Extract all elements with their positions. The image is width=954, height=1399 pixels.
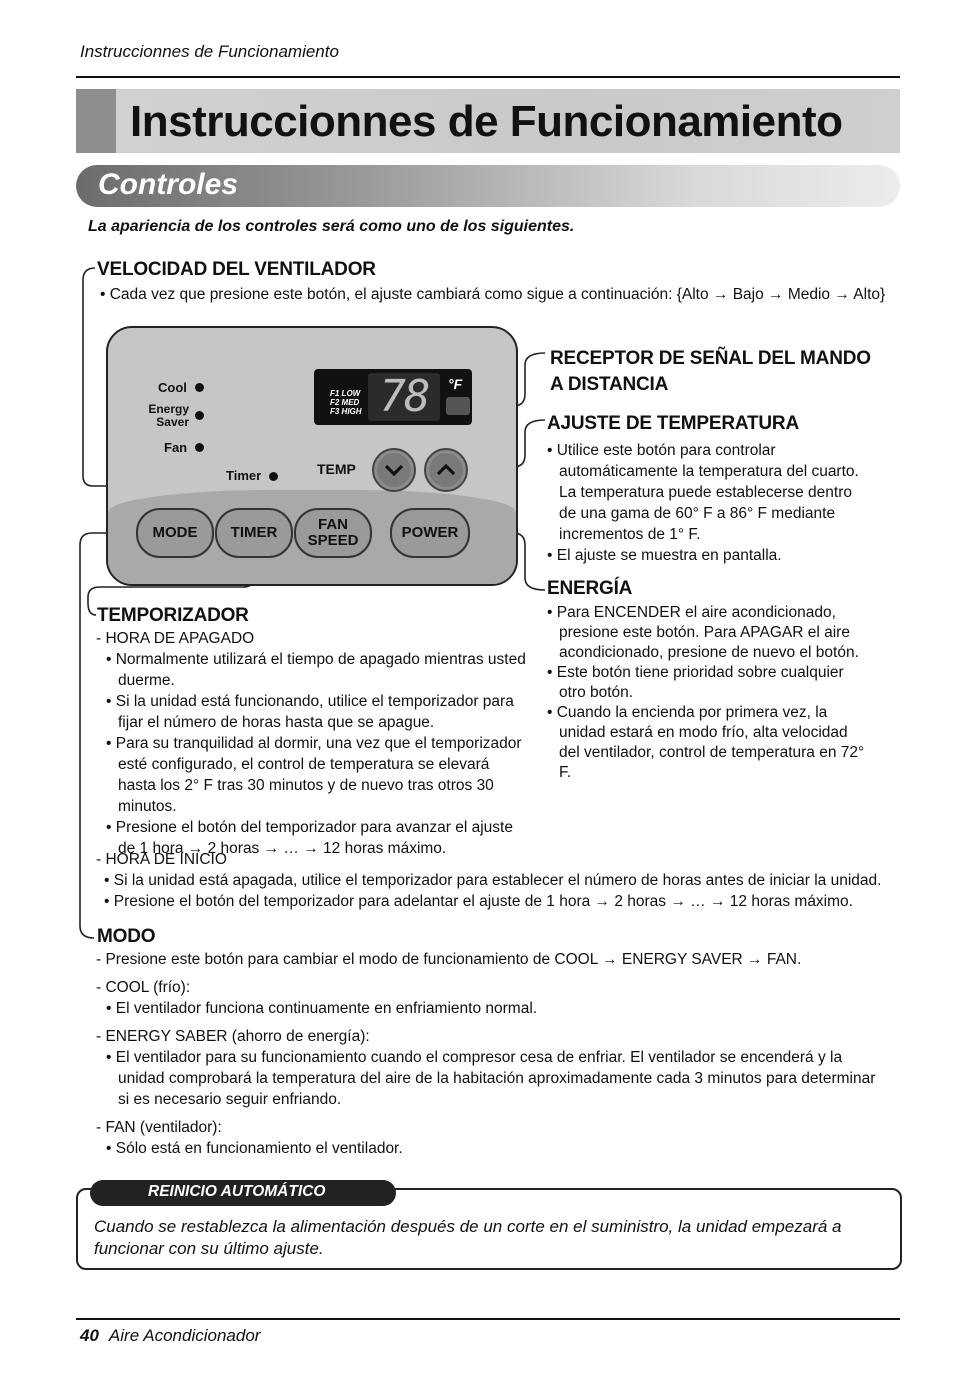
mode-cool-bullet: • El ventilador funciona continuamente en enfriamiento normal. — [106, 1000, 538, 1017]
fan-button-line1: FAN — [318, 516, 348, 533]
fan-speed-legend — [330, 389, 362, 416]
timer-off-bullet: • Normalmente utilizará el tiempo de apagado mientras usted duerme. — [106, 651, 526, 689]
mode-button[interactable]: MODE — [136, 508, 214, 558]
energy-label-line2: Saver — [156, 415, 189, 429]
receiver-heading-line2: A DISTANCIA — [550, 374, 669, 395]
energy-saver-indicator — [195, 411, 204, 420]
fan-label: Fan — [164, 440, 188, 455]
unit-label: °F — [448, 376, 463, 392]
fan-indicator — [195, 443, 204, 452]
mode-text — [96, 949, 916, 1159]
temp-adjust-text — [547, 440, 867, 566]
power-button[interactable]: POWER — [390, 508, 470, 558]
remote-sensor — [446, 397, 470, 415]
auto-restart-label-text: REINICIO AUTOMÁTICO — [148, 1183, 326, 1200]
fan-button-line2: SPEED — [307, 532, 359, 549]
timer-off-bullet: • Presione el botón del temporizador para avanzar el ajuste de 1 hora → 2 horas → … → 12 horas máximo. — [106, 819, 513, 857]
mode-line: - Presione este botón para cambiar el modo de funcionamiento de COOL → ENERGY SAVER → FAN. — [96, 951, 802, 968]
timer-button[interactable]: TIMER — [215, 508, 293, 558]
section-title: Controles — [98, 168, 239, 201]
page-number: 40 — [80, 1326, 99, 1345]
receiver-heading — [550, 346, 871, 398]
footer — [80, 1326, 260, 1346]
running-header: Instruccionnes de Funcionamiento — [80, 42, 339, 61]
timer-off-text — [96, 628, 528, 859]
receiver-heading-line1: RECEPTOR DE SEÑAL DEL MANDO — [550, 348, 871, 369]
timer-indicator — [269, 472, 278, 481]
temperature-display: 78 — [368, 373, 440, 421]
timer-label: Timer — [226, 468, 262, 483]
mode-saver-label: - ENERGY SABER (ahorro de energía): — [96, 1028, 370, 1045]
cool-indicator — [195, 383, 204, 392]
mode-fan-label: - FAN (ventilador): — [96, 1119, 222, 1136]
fan-speed-heading: VELOCIDAD DEL VENTILADOR — [97, 259, 376, 280]
timer-on-label: - HORA DE INICIO — [96, 851, 227, 868]
energy-heading: ENERGÍA — [547, 578, 633, 599]
energy-bullet: • Este botón tiene prioridad sobre cualquier otro botón. — [547, 664, 844, 701]
mode-saver-bullet: • El ventilador para su funcionamiento cuando el compresor cesa de enfriar. El ventilador se encenderá y la unidad comprobará la temperatura del aire de la habitación aproximadamente cada 3 minutos para determinar si es necesario seguir enfriando. — [106, 1049, 876, 1108]
temp-down-button[interactable] — [372, 448, 416, 492]
energy-bullet: • Para ENCENDER el aire acondicionado, presione este botón. Para APAGAR el aire acondicionado, presione de nuevo el botón. — [547, 604, 859, 661]
temp-up-button[interactable] — [424, 448, 468, 492]
timer-off-label: - HORA DE APAGADO — [96, 630, 255, 647]
energy-text — [547, 603, 865, 783]
fan-speed-text: • Cada vez que presione este botón, el ajuste cambiará como sigue a continuación: {Alto → Bajo → Medio → Alto} — [100, 286, 886, 303]
intro-text: La apariencia de los controles será como uno de los siguientes. — [88, 218, 575, 235]
chevron-down-icon — [374, 450, 414, 490]
temp-adjust-bullet: • Utilice este botón para controlar automáticamente la temperatura del cuarto. La temperatura puede establecerse dentro de una gama de 60° F a 86° F mediante incrementos de 1° F. — [547, 442, 859, 543]
temp-adjust-heading: AJUSTE DE TEMPERATURA — [547, 413, 799, 434]
timer-on-text — [96, 849, 916, 912]
timer-on-bullet: • Presione el botón del temporizador para adelantar el ajuste de 1 hora → 2 horas → … → 12 horas máximo. — [104, 893, 853, 910]
mode-cool-label: - COOL (frío): — [96, 979, 191, 996]
footer-rule — [76, 1318, 900, 1320]
timer-off-bullet: • Si la unidad está funcionando, utilice el temporizador para fijar el número de horas hasta que se apague. — [106, 693, 514, 731]
auto-restart-label — [90, 1180, 396, 1206]
page-title: Instruccionnes de Funcionamiento — [130, 97, 843, 146]
energy-saver-label — [147, 403, 189, 429]
f3-label: F3 HIGH — [330, 407, 362, 416]
chevron-up-icon — [426, 450, 466, 490]
fan-speed-button[interactable] — [294, 508, 372, 558]
auto-restart-text: Cuando se restablezca la alimentación después de un corte en el suministro, la unidad empezará a funcionar con su último ajuste. — [94, 1217, 842, 1258]
mode-fan-bullet: • Sólo está en funcionamiento el ventilador. — [106, 1140, 403, 1157]
footer-label: Aire Acondicionador — [108, 1326, 261, 1345]
cool-label: Cool — [158, 380, 187, 395]
temp-label: TEMP — [317, 461, 356, 477]
temp-adjust-bullet: • El ajuste se muestra en pantalla. — [547, 547, 782, 564]
timer-heading: TEMPORIZADOR — [97, 605, 249, 626]
f2-label: F2 MED — [330, 398, 360, 407]
energy-bullet: • Cuando la encienda por primera vez, la unidad estará en modo frío, alta velocidad del ventilador, control de temperatura en 72° F. — [547, 704, 865, 781]
timer-on-bullet: • Si la unidad está apagada, utilice el temporizador para establecer el número de horas antes de iniciar la unidad. — [104, 872, 882, 889]
mode-heading: MODO — [97, 926, 156, 947]
f1-label: F1 LOW — [330, 389, 361, 398]
timer-off-bullet: • Para su tranquilidad al dormir, una vez que el temporizador esté configurado, el control de temperatura se elevará hasta los 2° F tras 30 minutos y de nuevo tras otros 30 minutos. — [106, 735, 522, 815]
energy-label-line1: Energy — [148, 402, 189, 416]
